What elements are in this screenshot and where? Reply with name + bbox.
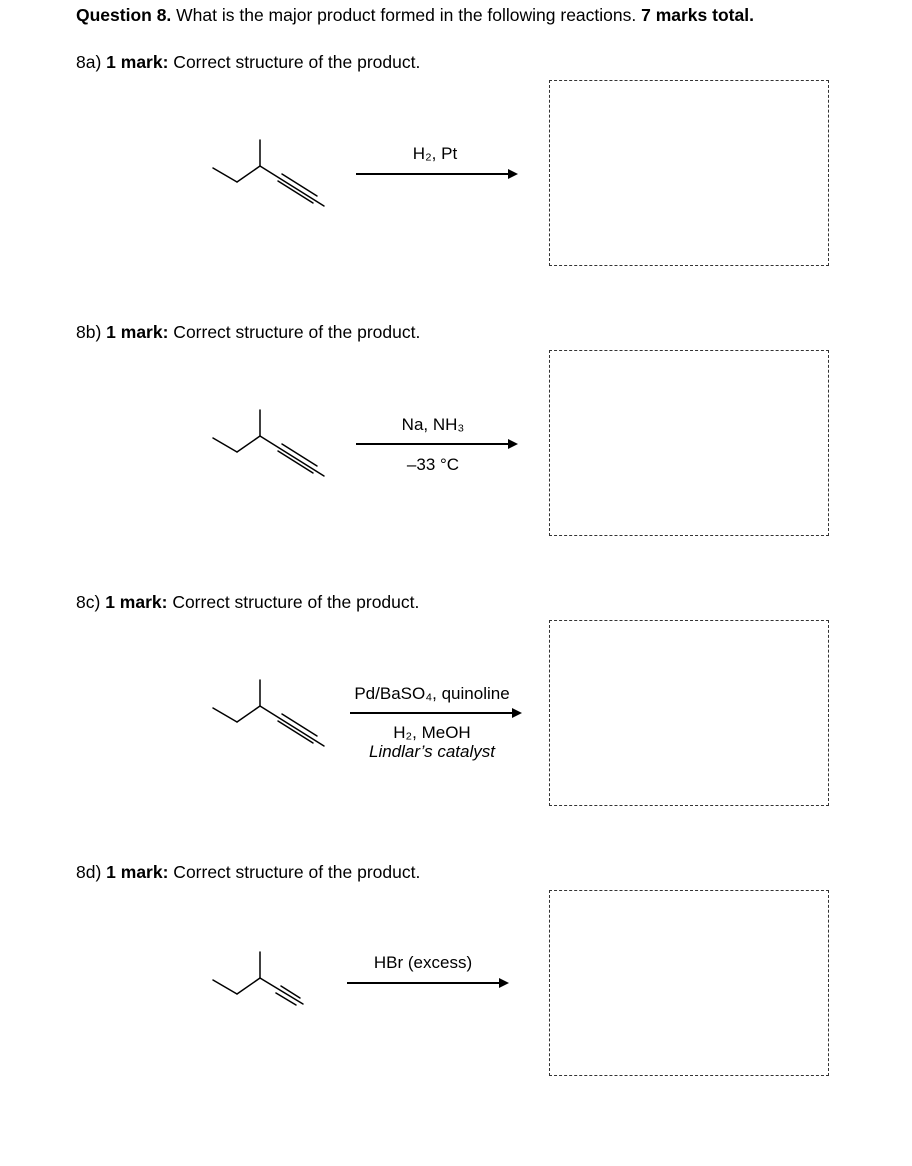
part-marks: 1 mark: xyxy=(106,52,169,72)
answer-box-8c[interactable] xyxy=(549,620,829,806)
part-marks: 1 mark: xyxy=(105,592,168,612)
part-marks: 1 mark: xyxy=(106,862,169,882)
part-prompt: Correct structure of the product. xyxy=(168,52,421,72)
alkyne-structure-8d xyxy=(205,942,315,1017)
alkyne-structure-8b xyxy=(205,400,335,485)
part-id: 8c) xyxy=(76,592,101,612)
reagent-above-8a: H₂, Pt xyxy=(412,144,458,163)
alkyne-structure-8c xyxy=(205,670,335,755)
part-8b-heading xyxy=(76,322,420,343)
question-total-marks: 7 marks total. xyxy=(641,5,754,25)
part-marks: 1 mark: xyxy=(106,322,169,342)
part-8a-heading xyxy=(76,52,420,73)
reagent-below-8c-line2: Lindlar’s catalyst xyxy=(369,742,495,761)
question-title xyxy=(76,5,754,26)
reaction-arrow-8c xyxy=(350,712,520,714)
question-text: What is the major product formed in the following reactions. xyxy=(171,5,642,25)
part-id: 8b) xyxy=(76,322,102,342)
answer-box-8b[interactable] xyxy=(549,350,829,536)
reagent-below-8c-line1: H₂, MeOH xyxy=(393,723,471,742)
reagent-above-8d: HBr (excess) xyxy=(373,953,473,972)
part-prompt: Correct structure of the product. xyxy=(168,322,421,342)
alkyne-structure-8a xyxy=(205,130,335,215)
reagent-above-8c: Pd/BaSO₄, quinoline xyxy=(354,684,510,703)
part-prompt: Correct structure of the product. xyxy=(168,862,421,882)
reaction-arrow-8b xyxy=(356,443,516,445)
part-prompt: Correct structure of the product. xyxy=(167,592,420,612)
reagent-above-8b: Na, NH₃ xyxy=(401,415,465,434)
part-8d-heading xyxy=(76,862,420,883)
reagent-below-8b: –33 °C xyxy=(406,455,460,474)
answer-box-8a[interactable] xyxy=(549,80,829,266)
question-label: Question 8. xyxy=(76,5,172,25)
reaction-arrow-8a xyxy=(356,173,516,175)
part-id: 8d) xyxy=(76,862,102,882)
part-8c-heading xyxy=(76,592,419,613)
reaction-arrow-8d xyxy=(347,982,507,984)
part-id: 8a) xyxy=(76,52,102,72)
answer-box-8d[interactable] xyxy=(549,890,829,1076)
